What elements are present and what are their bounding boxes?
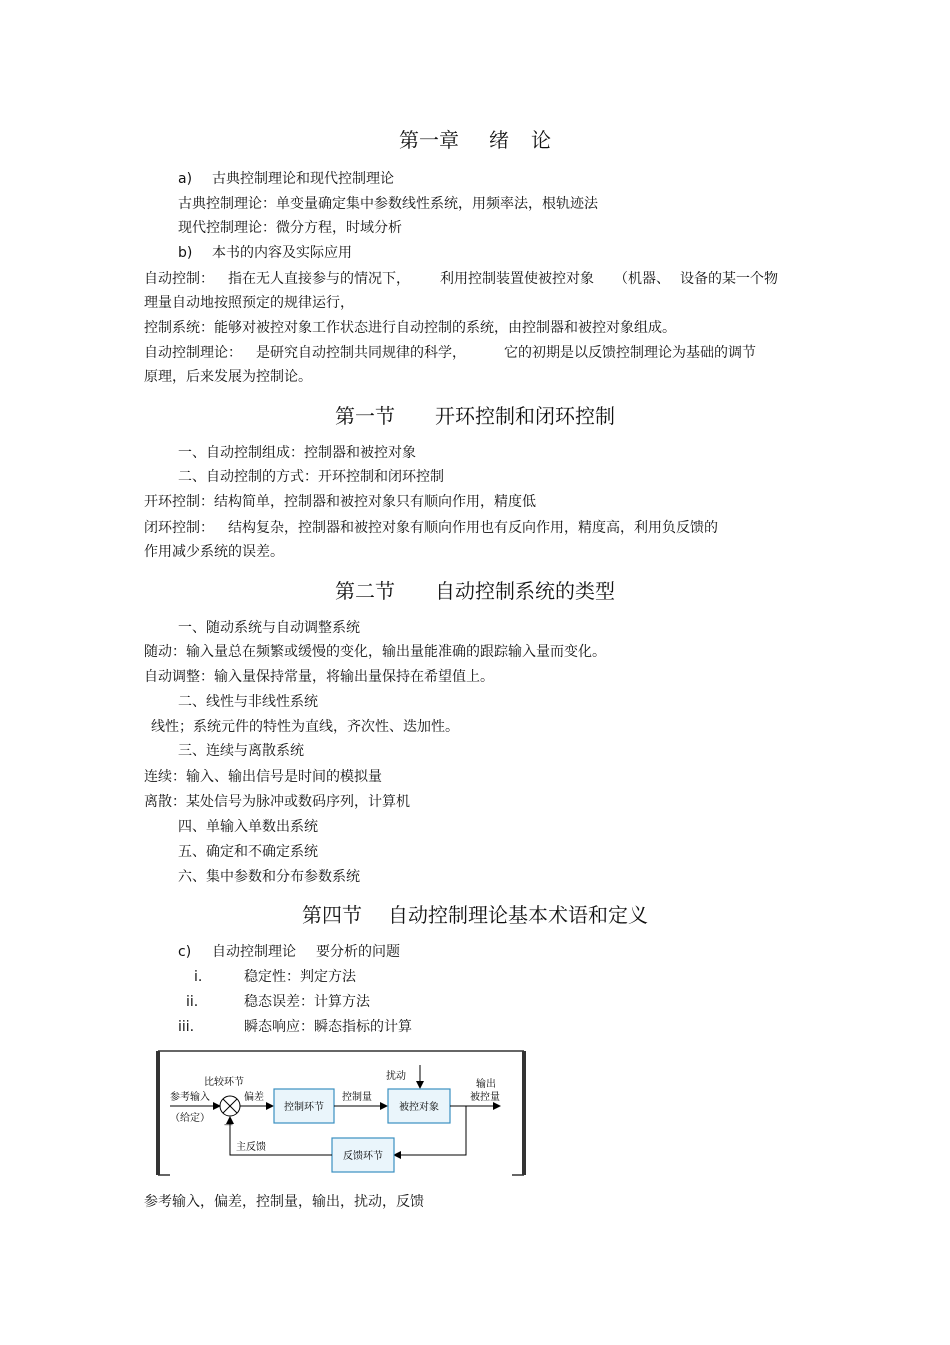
- term: 自动控制：: [144, 271, 214, 287]
- closed-loop-definition: [144, 519, 718, 537]
- term: 闭环控制：: [144, 520, 214, 536]
- closed-loop-definition-cont: 作用减少系统的误差。: [144, 544, 284, 560]
- section-name: 自动控制系统的类型: [435, 579, 615, 603]
- text-segment: 设备的某一个物: [680, 271, 778, 287]
- comparator-symbol: [220, 1096, 240, 1116]
- list-marker: c): [178, 944, 192, 960]
- feedback-block-diagram: [156, 1049, 526, 1177]
- controller-label: 控制环节: [284, 1102, 324, 1113]
- minus-sign: —: [224, 1120, 233, 1130]
- list-marker: a): [178, 171, 193, 187]
- section-2-item-2: 二、线性与非线性系统: [178, 694, 318, 710]
- disturbance-label: 扰动: [386, 1071, 406, 1082]
- classic-theory-line: 古典控制理论：单变量确定集中参数线性系统，用频率法，根轨迹法: [178, 196, 598, 212]
- section-1-title: [0, 404, 950, 428]
- control-quantity-label: 控制量: [342, 1092, 372, 1103]
- feedback-label: 反馈环节: [343, 1151, 383, 1162]
- discrete-definition: 离散：某处信号为脉冲或数码序列，计算机: [144, 794, 410, 810]
- section-4-title: [0, 903, 950, 927]
- text-segment: 自动控制理论: [212, 944, 296, 960]
- chapter-title-number: 第一章: [399, 128, 459, 152]
- list-text: 稳态误差：计算方法: [244, 994, 370, 1010]
- modern-theory-line: 现代控制理论：微分方程，时域分析: [178, 220, 402, 236]
- section-2-title: [0, 579, 950, 603]
- list-marker: iii.: [178, 1019, 195, 1035]
- list-marker: i.: [194, 969, 203, 985]
- auto-control-definition: [144, 270, 778, 288]
- open-loop-definition: 开环控制：结构简单，控制器和被控对象只有顺向作用，精度低: [144, 494, 536, 510]
- diagram-caption: 参考输入，偏差，控制量，输出，扰动，反馈: [144, 1194, 424, 1210]
- section-number: 第一节: [335, 404, 395, 428]
- text-segment: 它的初期是以反馈控制理论为基础的调节: [504, 345, 756, 361]
- comparator-label: 比较环节: [204, 1077, 244, 1088]
- servo-definition: 随动：输入量总在频繁或缓慢的变化，输出量能准确的跟踪输入量而变化。: [144, 644, 606, 660]
- chapter-title-word-2: 论: [531, 128, 551, 152]
- section-name: 自动控制理论基本术语和定义: [388, 903, 648, 927]
- reference-input-label: 参考输入: [170, 1092, 210, 1103]
- section-2-item-1: 一、随动系统与自动调整系统: [178, 620, 360, 636]
- section-name: 开环控制和闭环控制: [435, 404, 615, 428]
- analysis-item-2: [186, 993, 370, 1011]
- regulation-definition: 自动调整：输入量保持常量，将输出量保持在希望值上。: [144, 669, 494, 685]
- text-segment: 是研究自动控制共同规律的科学，: [256, 345, 466, 361]
- section-1-item-1: 一、自动控制组成：控制器和被控对象: [178, 445, 416, 461]
- text-segment: 利用控制装置使被控对象: [440, 271, 594, 287]
- chapter-title: [0, 128, 950, 152]
- text-segment: 结构复杂，控制器和被控对象有顺向作用也有反向作用，精度高，利用负反馈的: [228, 520, 718, 536]
- intro-item-a: [178, 170, 394, 188]
- text-segment: 要分析的问题: [316, 944, 400, 960]
- section-number: 第四节: [302, 903, 362, 927]
- output-label: 输出: [476, 1079, 496, 1090]
- section-1-item-2: 二、自动控制的方式：开环控制和闭环控制: [178, 469, 444, 485]
- list-text: 瞬态响应：瞬态指标的计算: [244, 1019, 412, 1035]
- analysis-item-3: [178, 1018, 412, 1036]
- control-system-definition: 控制系统：能够对被控对象工作状态进行自动控制的系统，由控制器和被控对象组成。: [144, 320, 676, 336]
- error-label: 偏差: [244, 1092, 264, 1103]
- text-segment: 指在无人直接参与的情况下，: [228, 271, 410, 287]
- section-2-item-3: 三、连续与离散系统: [178, 743, 304, 759]
- given-label: （给定）: [170, 1113, 210, 1124]
- controlled-quantity-label: 被控量: [470, 1092, 500, 1103]
- chapter-title-word-1: 绪: [489, 128, 509, 152]
- control-theory-definition-cont: 原理，后来发展为控制论。: [144, 369, 312, 385]
- term: 自动控制理论：: [144, 345, 242, 361]
- text-segment: （机器、: [614, 271, 670, 287]
- continuous-definition: 连续：输入、输出信号是时间的模拟量: [144, 769, 382, 785]
- list-text: 古典控制理论和现代控制理论: [212, 171, 394, 187]
- section-2-item-5: 五、确定和不确定系统: [178, 844, 318, 860]
- list-marker: ii.: [186, 994, 199, 1010]
- section-4-item-c: [178, 943, 400, 961]
- controller-block: [274, 1089, 334, 1123]
- analysis-item-1: [194, 968, 356, 986]
- feedback-block: [332, 1138, 394, 1172]
- control-theory-definition: [144, 344, 756, 362]
- list-text: 稳定性：判定方法: [244, 969, 356, 985]
- main-feedback-label: 主反馈: [236, 1142, 266, 1153]
- auto-control-definition-cont: 理量自动地按照预定的规律运行，: [144, 295, 354, 311]
- section-number: 第二节: [335, 579, 395, 603]
- section-2-item-6: 六、集中参数和分布参数系统: [178, 869, 360, 885]
- plant-label: 被控对象: [399, 1102, 439, 1113]
- linear-definition: 线性；系统元件的特性为直线，齐次性、迭加性。: [151, 719, 459, 735]
- intro-item-b: [178, 244, 352, 262]
- plant-block: [388, 1089, 450, 1123]
- section-2-item-4: 四、单输入单数出系统: [178, 819, 318, 835]
- list-text: 本书的内容及实际应用: [212, 245, 352, 261]
- list-marker: b): [178, 245, 193, 261]
